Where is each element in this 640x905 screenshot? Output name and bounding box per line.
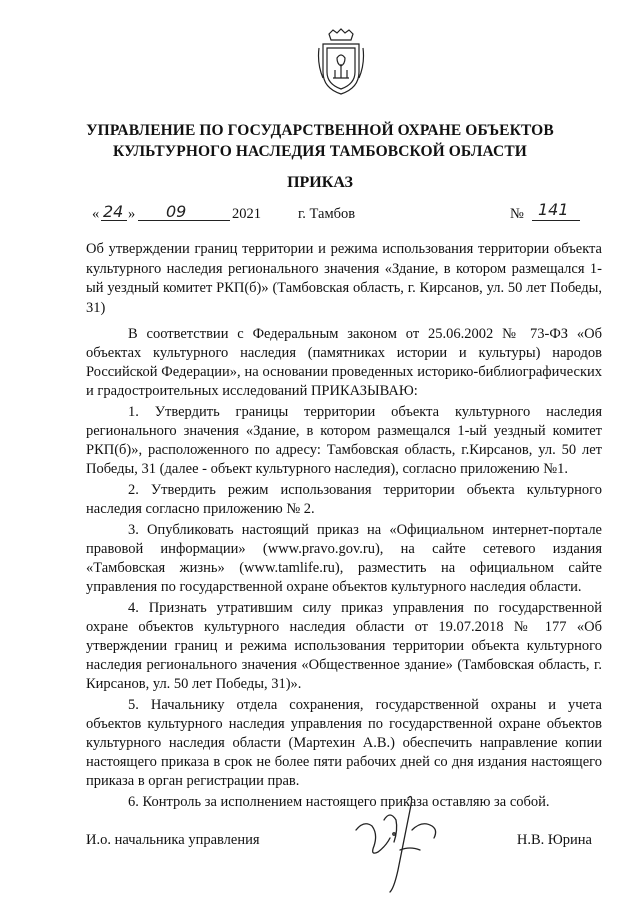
order-year: 2021 <box>232 206 261 222</box>
signatory-title: И.о. начальника управления <box>86 832 260 848</box>
clause-6: 6. Контроль за исполнением настоящего приказа оставляю за собой. <box>128 794 550 810</box>
order-subject: Об утверждении границ территории и режима использования территории объекта культурного наследия регионального значения «Здание, в котором размещался 1-ый уездный комитет РКП(б)» (Тамбовская область, г. Кирсанов, ул. 50 лет Победы, 31) <box>86 241 602 316</box>
signatory-name: Н.В. Юрина <box>516 832 592 848</box>
signature-row <box>86 832 602 854</box>
quote-close: » <box>128 206 136 222</box>
preamble-paragraph: В соответствии с Федеральным законом от 25.06.2002 № 73-ФЗ «Об объектах культурного наследия (памятниках истории и культуры) народов Российской Федерации», на основании проведенных историко-библиографических и градостроительных исследований ПРИКАЗЫВАЮ: <box>86 326 602 399</box>
order-meta-row <box>86 200 606 226</box>
order-body <box>86 325 602 814</box>
organization-name <box>60 120 580 162</box>
clause-5: 5. Начальнику отдела сохранения, государственной охраны и учета объектов культурного наследия управления по государственной охране объектов культурного наследия области (Мартехин А.В.) обеспечить направление копии настоящего приказа в срок не более пяти рабочих дней со дня издания настоящего приказа в орган регистрации прав. <box>86 697 602 789</box>
clause-2: 2. Утвердить режим использования территории объекта культурного наследия согласно приложению № 2. <box>86 482 602 517</box>
clause-4: 4. Признать утратившим силу приказ управления по государственной охране объектов культурного наследия области от 19.07.2018 № 177 «Об утверждении границ и режима использования территории объекта культурного наследия регионального значения «Общественное здание» (Тамбовская область, г. Кирсанов, ул. 50 лет Победы, 31)». <box>86 600 602 692</box>
organization-line-2: КУЛЬТУРНОГО НАСЛЕДИЯ ТАМБОВСКОЙ ОБЛАСТИ <box>113 143 527 160</box>
quote-open: « <box>92 206 100 222</box>
order-number-label: № <box>510 206 524 222</box>
order-city: г. Тамбов <box>298 206 356 222</box>
clause-3: 3. Опубликовать настоящий приказ на «Официальном интернет-портале правовой информации» (www.pravo.gov.ru), на сайте сетевого издания «Тамбовская жизнь» (www.tamlife.ru), разместить на официальном сайте управления по государственной охране объектов культурного наследия области. <box>86 522 602 595</box>
order-number: 141 <box>538 200 569 219</box>
order-month: 09 <box>166 202 187 221</box>
order-day: 24 <box>103 202 124 221</box>
coat-of-arms-icon <box>317 28 365 96</box>
clause-1: 1. Утвердить границы территории объекта культурного наследия регионального значения «Здание, в котором размещался 1-ый уездный комитет РКП(б)», расположенного по адресу: Тамбовская область, г.Кирсанов, ул. 50 лет Победы, 31 (далее - объект культурного наследия), согласно приложению №1. <box>86 404 602 477</box>
organization-line-1: УПРАВЛЕНИЕ ПО ГОСУДАРСТВЕННОЙ ОХРАНЕ ОБЪЕКТОВ <box>86 122 554 139</box>
document-type: ПРИКАЗ <box>287 174 353 191</box>
